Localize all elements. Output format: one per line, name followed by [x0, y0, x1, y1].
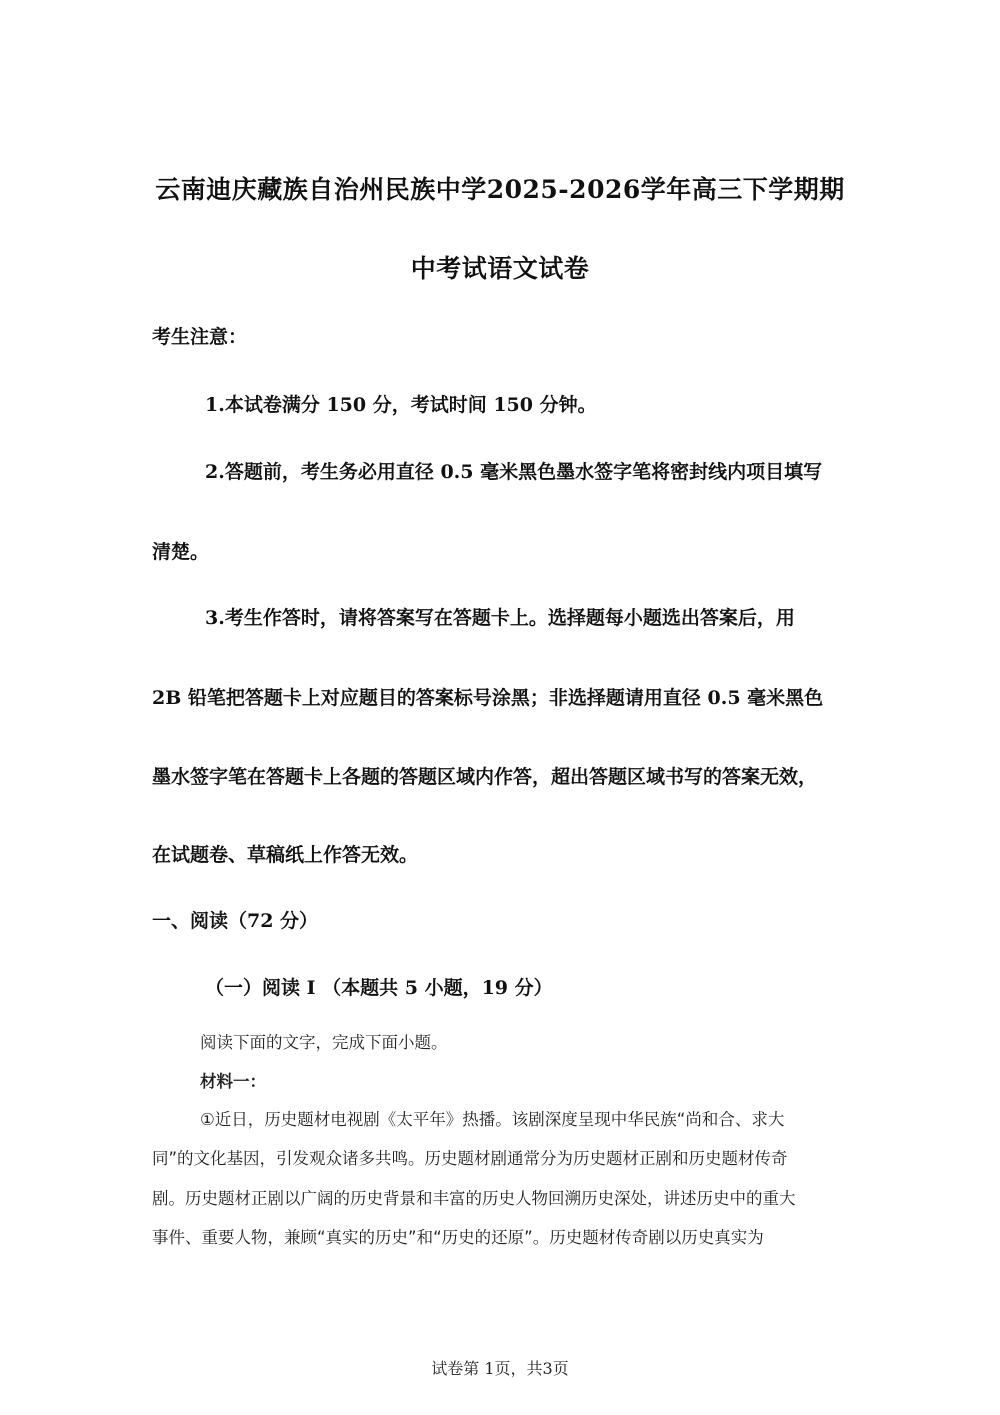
notice-item-3-line4: 在试题卷、草稿纸上作答无效。 [152, 844, 419, 866]
reading-instruction: 阅读下面的文字，完成下面小题。 [200, 1033, 448, 1052]
notice-heading: 考生注意： [152, 326, 248, 348]
page-footer: 试卷第 1页，共3页 [431, 1359, 569, 1378]
passage-line: 事件、重要人物，兼顾“真实的历史”和“历史的还原”。历史题材传奇剧以历史真实为 [152, 1228, 764, 1247]
passage-line: ①近日，历史题材电视剧《太平年》热播。该剧深度呈现中华民族“尚和合、求大 [200, 1110, 785, 1129]
passage-line: 同”的文化基因，引发观众诸多共鸣。历史题材剧通常分为历史题材正剧和历史题材传奇 [152, 1149, 788, 1168]
passage-line: 剧。历史题材正剧以广阔的历史背景和丰富的历史人物回溯历史深处，讲述历史中的重大 [152, 1189, 796, 1208]
section-heading: 一、阅读（72 分） [152, 910, 319, 932]
notice-item-2-line1: 2.答题前，考生务必用直径 0.5 毫米黑色墨水签字笔将密封线内项目填写 [205, 461, 823, 483]
notice-item-3-line2: 2B 铅笔把答题卡上对应题目的答案标号涂黑；非选择题请用直径 0.5 毫米黑色 [152, 687, 824, 709]
exam-title-line2: 中考试语文试卷 [410, 254, 590, 283]
notice-item-3-line1: 3.考生作答时，请将答案写在答题卡上。选择题每小题选出答案后，用 [205, 607, 795, 629]
notice-item-1: 1.本试卷满分 150 分，考试时间 150 分钟。 [205, 394, 597, 416]
notice-item-2-line2: 清楚。 [152, 541, 210, 563]
exam-title-line1: 云南迪庆藏族自治州民族中学2025-2026学年高三下学期期 [155, 175, 845, 204]
notice-item-3-line3: 墨水签字笔在答题卡上各题的答题区域内作答，超出答题区域书写的答案无效， [152, 766, 818, 788]
material-label: 材料一： [200, 1072, 266, 1091]
subsection-heading: （一）阅读 I （本题共 5 小题，19 分） [205, 977, 553, 999]
